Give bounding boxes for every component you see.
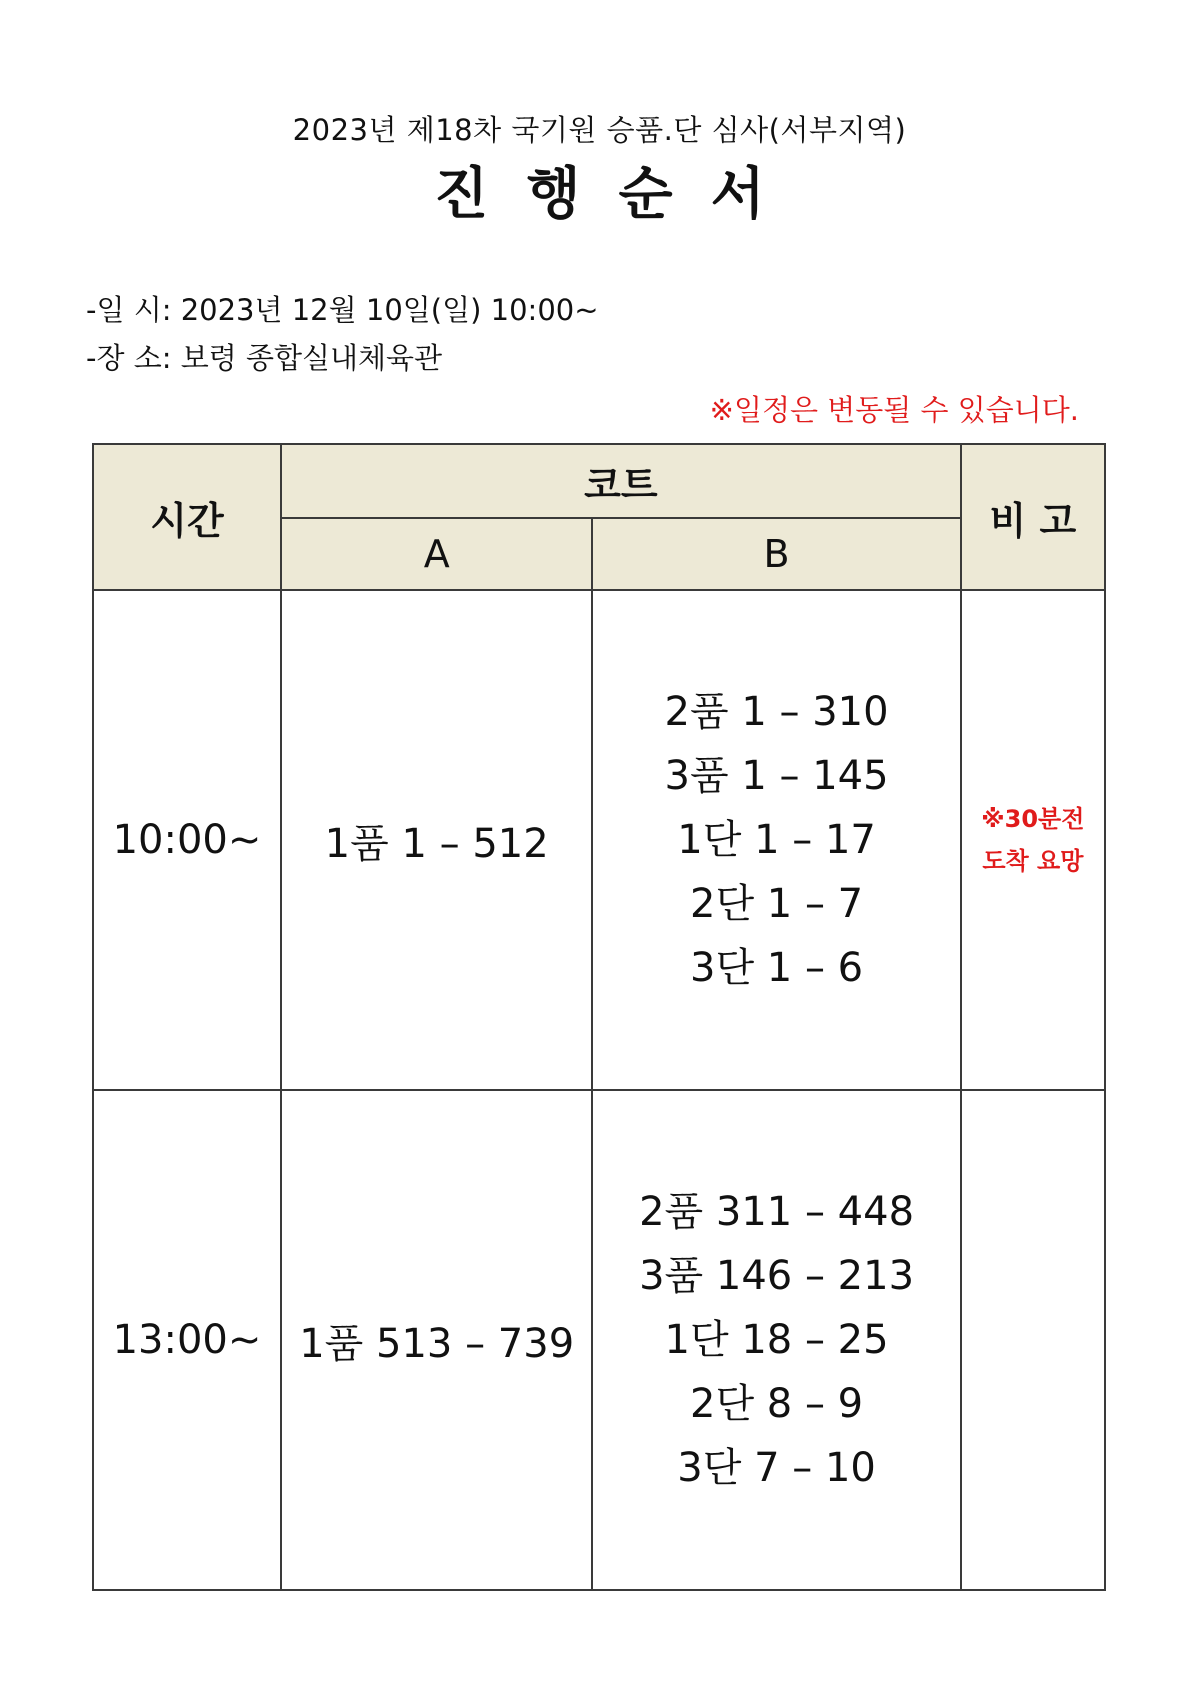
- document-title: 진행순서: [434, 162, 803, 227]
- row-time: 10:00~: [93, 590, 281, 1090]
- row-note: [961, 590, 1105, 1090]
- court-b-entry: 1단 1 – 17: [677, 817, 876, 863]
- court-b-entry: 2품 1 – 310: [664, 689, 889, 735]
- court-b-entry: 2단 8 – 9: [690, 1381, 864, 1427]
- table-row: [93, 590, 1105, 1090]
- row-court-a: 1품 1 – 512: [281, 590, 592, 1090]
- document-subtitle: 2023년 제18차 국기원 승품.단 심사(서부지역): [292, 113, 907, 147]
- row-court-a: 1품 513 – 739: [281, 1090, 592, 1590]
- row-court-b: [592, 1090, 960, 1590]
- header-court-a: A: [281, 518, 592, 590]
- court-b-entry: 3품 1 – 145: [664, 753, 889, 799]
- court-b-entry: 2품 311 – 448: [639, 1189, 915, 1235]
- header-court-b: B: [592, 518, 960, 590]
- court-b-entry: 3단 7 – 10: [677, 1445, 876, 1491]
- row-note: [961, 1090, 1105, 1590]
- note-line: 도착 요망: [982, 847, 1084, 875]
- table-row: [93, 1090, 1105, 1590]
- note-line: ※30분전: [981, 805, 1085, 833]
- header-note: 비 고: [961, 444, 1105, 590]
- schedule-notice: ※일정은 변동될 수 있습니다.: [709, 393, 1079, 427]
- info-date: -일 시: 2023년 12월 10일(일) 10:00~: [86, 293, 599, 327]
- info-place: -장 소: 보령 종합실내체육관: [86, 341, 443, 375]
- row-time: 13:00~: [93, 1090, 281, 1590]
- court-b-entry: 3단 1 – 6: [690, 945, 864, 991]
- header-time: 시간: [93, 444, 281, 590]
- header-court: 코트: [281, 444, 961, 518]
- court-b-entry: 3품 146 – 213: [639, 1253, 915, 1299]
- schedule-table: [92, 443, 1106, 1591]
- court-b-entry: 1단 18 – 25: [664, 1317, 889, 1363]
- court-b-entry: 2단 1 – 7: [690, 881, 864, 927]
- row-court-b: [592, 590, 960, 1090]
